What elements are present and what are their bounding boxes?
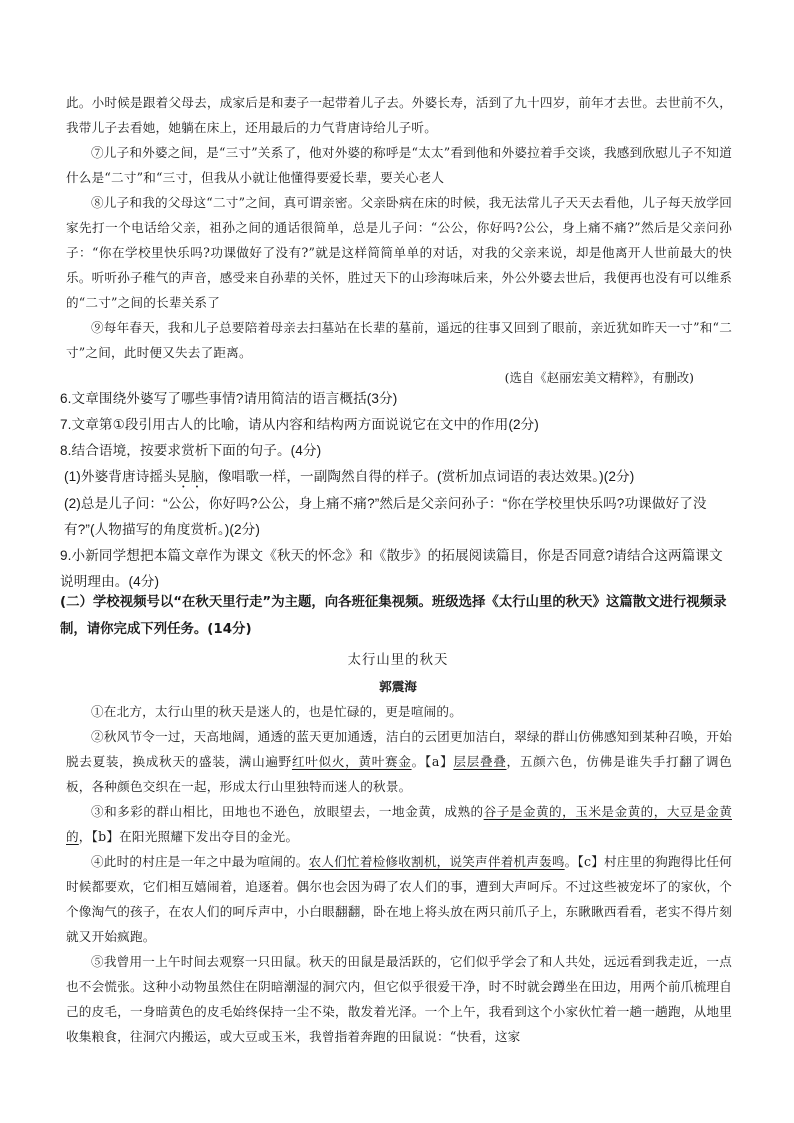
p3-text-a: ③和多彩的群山相比，田地也不逊色，放眼望去，一地金黄，成熟的 xyxy=(91,804,484,819)
question-8-1-text-b: ，像唱歌一样，一副陶然自得的样子。(赏析加点词语的表达效果。)(2分) xyxy=(204,469,635,484)
paragraph-continued: 此。小时候是跟着父母去，成家后是和妻子一起带着儿子去。外婆长寿，活到了九十四岁，前年才去世。去世前不久，我带儿子去看她，她躺在床上，还用最后的力气背唐诗给儿子听。 xyxy=(66,95,732,135)
dotted-words: 晃脑 xyxy=(176,469,205,484)
section-two xyxy=(60,587,736,1049)
paragraph-7: ⑦儿子和外婆之间，是“三寸”关系了，他对外婆的称呼是“太太”看到他和外婆拉着手交谈，我感到欣慰儿子不知道什么是“二寸”和“三寸，但我从小就让他懂得要爱长辈，要关心老人 xyxy=(66,145,732,185)
question-8-part-1 xyxy=(60,464,736,491)
question-list xyxy=(60,386,736,595)
essay-title: 太行山里的秋天 xyxy=(347,653,449,668)
question-9: 9.小新同学想把本篇文章作为课文《秋天的怀念》和《散步》的拓展阅读篇目，你是否同意?请结合这两篇课文说明理由。(4分) xyxy=(60,548,723,589)
paragraph-8: ⑧儿子和我的父母这“二寸”之间，真可谓亲密。父亲卧病在床的时候，我无法常儿子天天去看他，儿子每天放学回家先打一个电话给父亲，祖孙之间的通话很简单，总是儿子问：“公公，你好吗?公公，身上痛不痛?”然后是父亲问孙子：“你在学校里快乐吗?功课做好了没有?”就是这样简简单单的对话，对我的父亲来说，却是他离开人世前最大的快乐。听听孙子稚气的声音，感受来自孙辈的关怀，胜过天下的山珍海味后来，外公外婆去世后，我便再也没有可以维系的“二寸”之间的长辈关系了 xyxy=(66,195,732,310)
essay-paragraph-4 xyxy=(66,849,732,949)
p4-text-b: 。【c】村庄里的狗跑得比任何时候都要欢，它们相互嬉闹着，追逐着。偶尔也会因为碍了农人们的事，遭到大声呵斥。不过这些被宠坏了的家伙，个个像淘气的孩子，在农人们的呵斥声中，小白眼翻翻，卧在地上将头放在两只前爪子上，东瞅瞅西看看，老实不得片刻就又开始疯跑。 xyxy=(66,854,733,944)
p4-underlined: 农人们忙着检修收割机，说笑声伴着机声轰鸣 xyxy=(308,854,565,869)
essay-paragraph-5: ⑤我曾用一上午时间去观察一只田鼠。秋天的田鼠是最活跃的，它们似乎学会了和人共处，远远看到我走近，一点也不会慌张。这种小动物虽然住在阴暗潮湿的洞穴内，但它似乎很爱干净，时不时就会蹲坐在田边，用两个前爪梳理自己的皮毛，一身暗黄色的皮毛始终保持一尘不染，散发着光泽。一个上午，我看到这个小家伙忙着一趟一趟跑，从地里收集粮食，往洞穴内搬运，或大豆或玉米，我曾指着奔跑的田鼠说：“快看，这家 xyxy=(66,954,732,1044)
p2-underlined-2: 层层叠叠 xyxy=(453,754,507,769)
paragraph-9: ⑨每年春天，我和儿子总要陪着母亲去扫墓站在长辈的墓前，遥远的往事又回到了眼前，亲近犹如昨天一寸”和“二寸”之间，此时便又失去了距离。 xyxy=(66,320,732,360)
question-8-part-2: (2)总是儿子问：“公公，你好吗?公公，身上痛不痛?”然后是父亲问孙子：“你在学校里快乐吗?功课做好了没有?”(人物描写的角度赏析。)(2分) xyxy=(64,496,707,537)
section-heading: (二）学校视频号以“在秋天里行走”为主题，向各班征集视频。班级选择《太行山里的秋天》这篇散文进行视频录制，请你完成下列任务。(14分) xyxy=(60,595,727,637)
essay-paragraph-1: ①在北方，太行山里的秋天是迷人的，也是忙碌的，更是喧闹的。 xyxy=(91,704,463,719)
p3-text-b: ，【b】在阳光照耀下发出夺目的金光。 xyxy=(78,829,299,844)
question-8-1-text-a: (1)外婆背唐诗摇头 xyxy=(64,469,177,484)
passage-source: (选自《赵丽宏美文精粹》，有删改) xyxy=(504,370,694,385)
p3-underlined: 谷子是金黄的，玉米是金黄的，大豆是金黄的 xyxy=(66,804,732,844)
question-8: 8.结合语境，按要求赏析下面的句子。(4分) xyxy=(60,443,322,458)
essay-body xyxy=(60,699,736,1049)
p2-underlined-1: 红叶似火，黄叶赛金 xyxy=(291,754,412,769)
essay-author: 郭震海 xyxy=(379,679,417,694)
essay-paragraph-3 xyxy=(66,799,732,849)
essay-paragraph-2 xyxy=(66,724,732,799)
question-7: 7.文章第①段引用古人的比喻，请从内容和结构两方面说说它在文中的作用(2分) xyxy=(60,417,539,432)
p2-text-a: ②秋风节令一过，天高地阔，通透的蓝天更加通透，洁白的云团更加洁白，翠绿的群山仿佛感知到某种召唤，开始脱去夏装，换成秋天的盛装，满山遍野 xyxy=(66,729,732,769)
p4-text-a: ④此时的村庄是一年之中最为喧闹的。 xyxy=(91,854,309,869)
p2-text-b: 。【a】 xyxy=(411,754,454,769)
passage-one xyxy=(66,90,732,391)
question-6: 6.文章围绕外婆写了哪些事情?请用简洁的语言概括(3分) xyxy=(60,391,398,406)
p2-text-c: ，五颜六色，仿佛是谁失手打翻了调色板，各种颜色交织在一起，形成太行山里独特而迷人的秋景。 xyxy=(66,754,732,794)
